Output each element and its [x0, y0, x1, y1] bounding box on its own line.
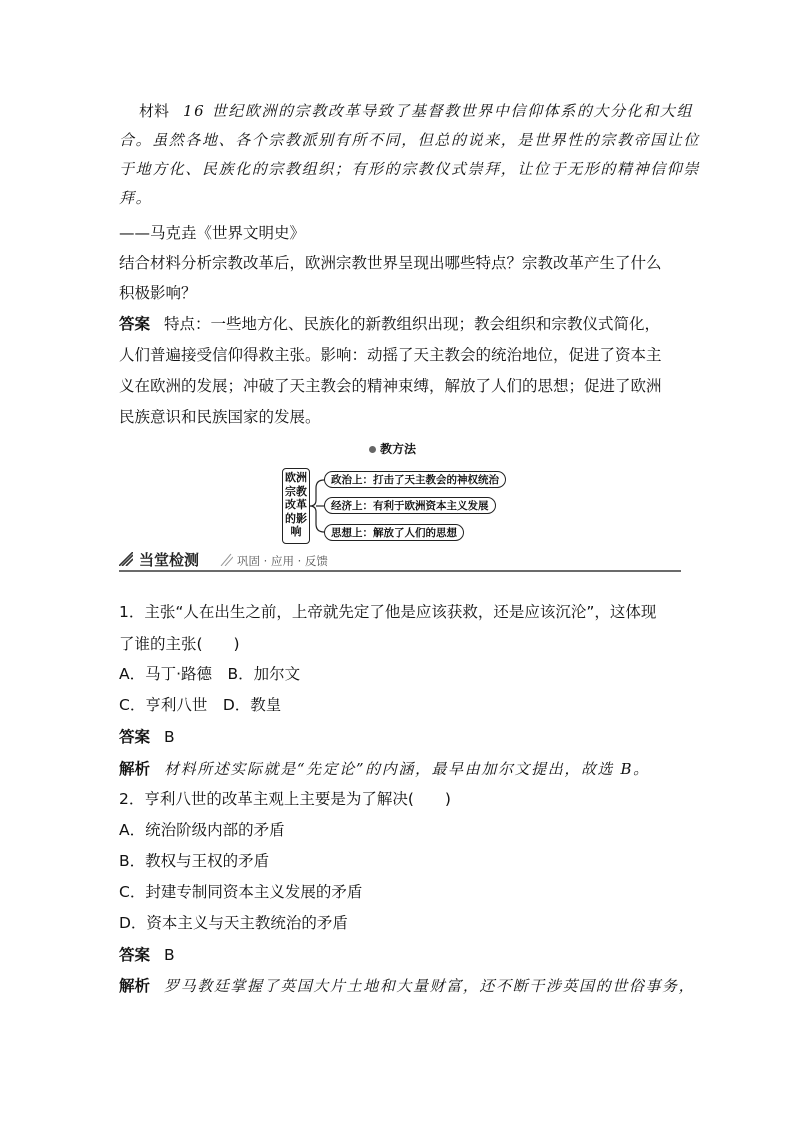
q1-options-row-1: A．马丁·路德 B．加尔文 — [119, 665, 301, 683]
q1-options-row-2: C．亨利八世 D．教皇 — [119, 696, 282, 714]
answer-main-line-2: 人们普遍接受信仰得救主张。影响：动摇了天主教会的统治地位，促进了资本主 — [119, 346, 662, 364]
q1-analysis — [119, 759, 650, 779]
section-header — [119, 548, 681, 572]
q1-answer-value: B — [164, 728, 175, 746]
section-rule — [119, 570, 681, 572]
diagram-left-label-4: 的影 — [285, 511, 307, 525]
diagram-brace — [300, 468, 326, 544]
section-mark-icon — [119, 552, 133, 566]
diagram-left-label-1: 欧洲 — [285, 471, 307, 484]
q2-option-c: C．封建专制同资本主义发展的矛盾 — [119, 883, 363, 901]
section-divider-icon — [219, 552, 233, 566]
q2-answer — [119, 945, 175, 965]
q2-analysis-label: 解析 — [119, 977, 151, 995]
diagram-left-label-5: 响 — [290, 525, 302, 538]
diagram-title — [369, 440, 416, 457]
q1-stem-line-1: 1．主张“人在出生之前，上帝就先定了他是应该获救，还是应该沉沦”，这体现 — [119, 603, 657, 621]
section-title: 当堂检测 — [139, 551, 200, 569]
material-line-3: 于地方化、民族化的宗教组织；有形的宗教仪式崇拜，让位于无形的精神信仰崇 — [119, 160, 701, 178]
q1-analysis-label: 解析 — [119, 760, 151, 778]
q2-analysis-text: 罗马教廷掌握了英国大片土地和大量财富，还不断干涉英国的世俗事务， — [164, 977, 696, 995]
q2-answer-label: 答案 — [119, 946, 151, 964]
diagram-title-text: 教方法 — [380, 442, 417, 456]
material-line-1 — [139, 101, 693, 121]
q2-option-d: D．资本主义与天主教统治的矛盾 — [119, 914, 348, 932]
question-line-2: 积极影响？ — [119, 284, 197, 302]
material-label: 材料 — [139, 102, 170, 120]
q2-analysis — [119, 976, 695, 996]
q2-stem: 2．亨利八世的改革主观上主要是为了解决( ) — [119, 790, 451, 808]
diagram-item-thought: 思想上：解放了人们的思想 — [324, 524, 464, 541]
q1-answer-label: 答案 — [119, 728, 151, 746]
answer-main-label: 答案 — [119, 315, 151, 333]
answer-main-text-1: 特点：一些地方化、民族化的新教组织出现；教会组织和宗教仪式简化， — [164, 315, 661, 333]
section-subtitle: 巩固 · 应用 · 反馈 — [237, 554, 328, 568]
q2-option-a: A．统治阶级内部的矛盾 — [119, 821, 285, 839]
q1-stem-line-2: 了谁的主张( ) — [119, 635, 240, 653]
q2-option-b: B．教权与王权的矛盾 — [119, 852, 270, 870]
material-source: ——马克垚《世界文明史》 — [119, 224, 306, 242]
bullet-dot-icon — [369, 446, 376, 453]
material-text-1: 16 世纪欧洲的宗教改革导致了基督教世界中信仰体系的大分化和大组 — [183, 102, 694, 120]
material-line-4: 拜。 — [119, 189, 153, 207]
answer-main-line-4: 民族意识和民族国家的发展。 — [119, 408, 321, 426]
answer-main-line-3: 义在欧洲的发展；冲破了天主教会的精神束缚，解放了人们的思想；促进了欧洲 — [119, 377, 662, 395]
question-line-1: 结合材料分析宗教改革后，欧洲宗教世界呈现出哪些特点？宗教改革产生了什么 — [119, 254, 662, 272]
diagram-item-politics: 政治上：打击了天主教会的神权统治 — [324, 471, 506, 488]
material-line-2: 合。虽然各地、各个宗教派别有所不同，但总的说来，是世界性的宗教帝国让位 — [119, 131, 701, 149]
diagram-left-label-2: 宗教 — [285, 484, 307, 498]
diagram-item-economy: 经济上：有利于欧洲资本主义发展 — [324, 497, 496, 514]
q2-answer-value: B — [164, 946, 175, 964]
q1-answer — [119, 727, 175, 747]
answer-main-line-1 — [119, 314, 660, 334]
q1-analysis-text: 材料所述实际就是“先定论”的内涵，最早由加尔文提出，故选 B。 — [164, 760, 650, 778]
diagram-left-label-3: 改革 — [285, 498, 307, 511]
